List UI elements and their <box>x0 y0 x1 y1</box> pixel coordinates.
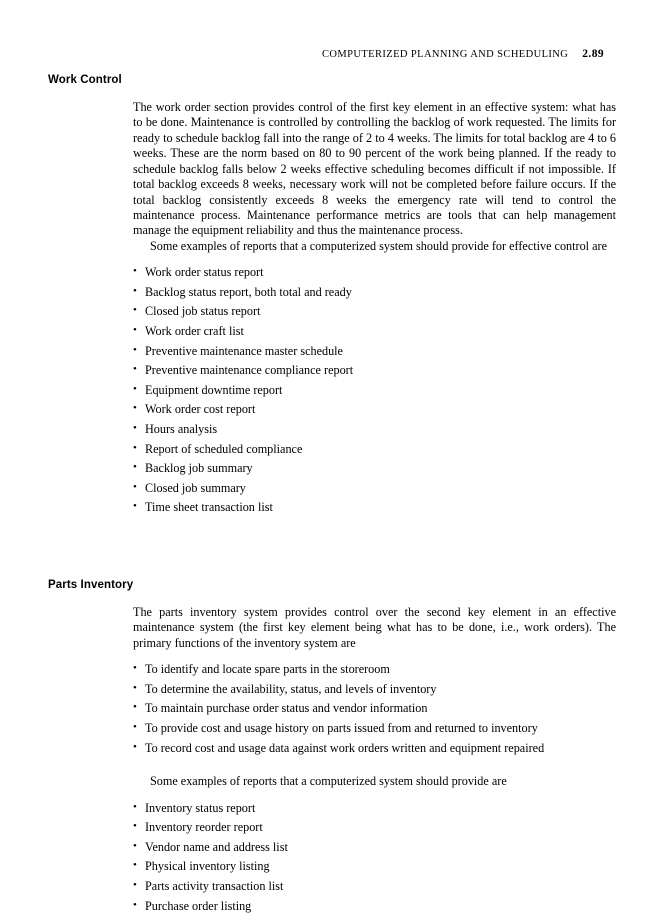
paragraph: The parts inventory system provides control over the second key element in an effective maintenance system (the first key element being what has to be done, i.e., work orders). The primary functions of the inventory system are <box>133 604 616 650</box>
running-head-title: COMPUTERIZED PLANNING AND SCHEDULING <box>321 49 569 60</box>
list-item: • Hours analysis <box>133 423 616 435</box>
paragraph: The work order section provides control of the first key element in an effective system: what has to be done. Maintenance is controlled by controlling the backlog of work requested. The limits for ready to schedule backlog fall into the range of 2 to 4 weeks. The limits for total backlog are 4 to 6 weeks. These are the norm based on 80 to 90 percent of the work being planned. If the ready to schedule backlog falls below 2 weeks effective scheduling becomes difficult if not impossible. If total backlog exceeds 8 weeks, necessary work will not be completed before failure occurs. If the total backlog consistently exceeds 8 weeks the emergency rate will tend to control the maintenance process. Maintenance performance metrics are tools that can help management manage the equipment reliability and thus the maintenance process. <box>133 100 616 238</box>
list-item: • Backlog job summary <box>133 462 616 474</box>
list-item: • Equipment downtime report <box>133 384 616 396</box>
list-item: • To record cost and usage data against work orders written and equipment repaired <box>133 742 616 754</box>
page-number: 2.89 <box>582 48 604 60</box>
list-item: • Inventory reorder report <box>133 821 616 833</box>
list-item: • Backlog status report, both total and ready <box>133 286 616 298</box>
list-item: • Physical inventory listing <box>133 860 616 872</box>
list-item: • Vendor name and address list <box>133 841 616 853</box>
list-item: • Work order craft list <box>133 325 616 337</box>
section-heading-work-control: Work Control <box>48 74 122 86</box>
list-item: • Work order status report <box>133 266 616 278</box>
section-parts-inventory <box>48 579 616 912</box>
section-heading-parts-inventory: Parts Inventory <box>48 578 134 591</box>
list-item: • Preventive maintenance compliance report <box>133 364 616 376</box>
paragraph-spacer <box>133 761 616 774</box>
list-item: • Parts activity transaction list <box>133 880 616 892</box>
list-item: • To determine the availability, status, and levels of inventory <box>133 683 616 695</box>
paragraph: Some examples of reports that a computerized system should provide for effective control are <box>150 238 607 253</box>
list-item: • Time sheet transaction list <box>133 501 616 513</box>
section-body-work-control <box>133 100 616 514</box>
list-item: • To provide cost and usage history on parts issued from and returned to inventory <box>133 722 616 734</box>
running-head <box>0 48 604 60</box>
list-item: • Purchase order listing <box>133 900 616 912</box>
list-item: • Closed job status report <box>133 305 616 317</box>
list-item: • Inventory status report <box>133 802 616 814</box>
list-item: • Closed job summary <box>133 482 616 494</box>
list-item: • Report of scheduled compliance <box>133 443 616 455</box>
list-item: • Work order cost report <box>133 403 616 415</box>
bullet-list-work-control-reports <box>133 266 616 513</box>
page-content <box>48 74 616 919</box>
bullet-list-inventory-reports <box>133 802 616 912</box>
list-item: • To maintain purchase order status and vendor information <box>133 702 616 714</box>
paragraph: Some examples of reports that a computerized system should provide are <box>150 774 507 789</box>
list-item: • To identify and locate spare parts in the storeroom <box>133 663 616 675</box>
list-item: • Preventive maintenance master schedule <box>133 345 616 357</box>
section-body-parts-inventory <box>133 605 616 912</box>
section-spacer <box>48 521 616 551</box>
bullet-list-inventory-functions <box>133 663 616 754</box>
